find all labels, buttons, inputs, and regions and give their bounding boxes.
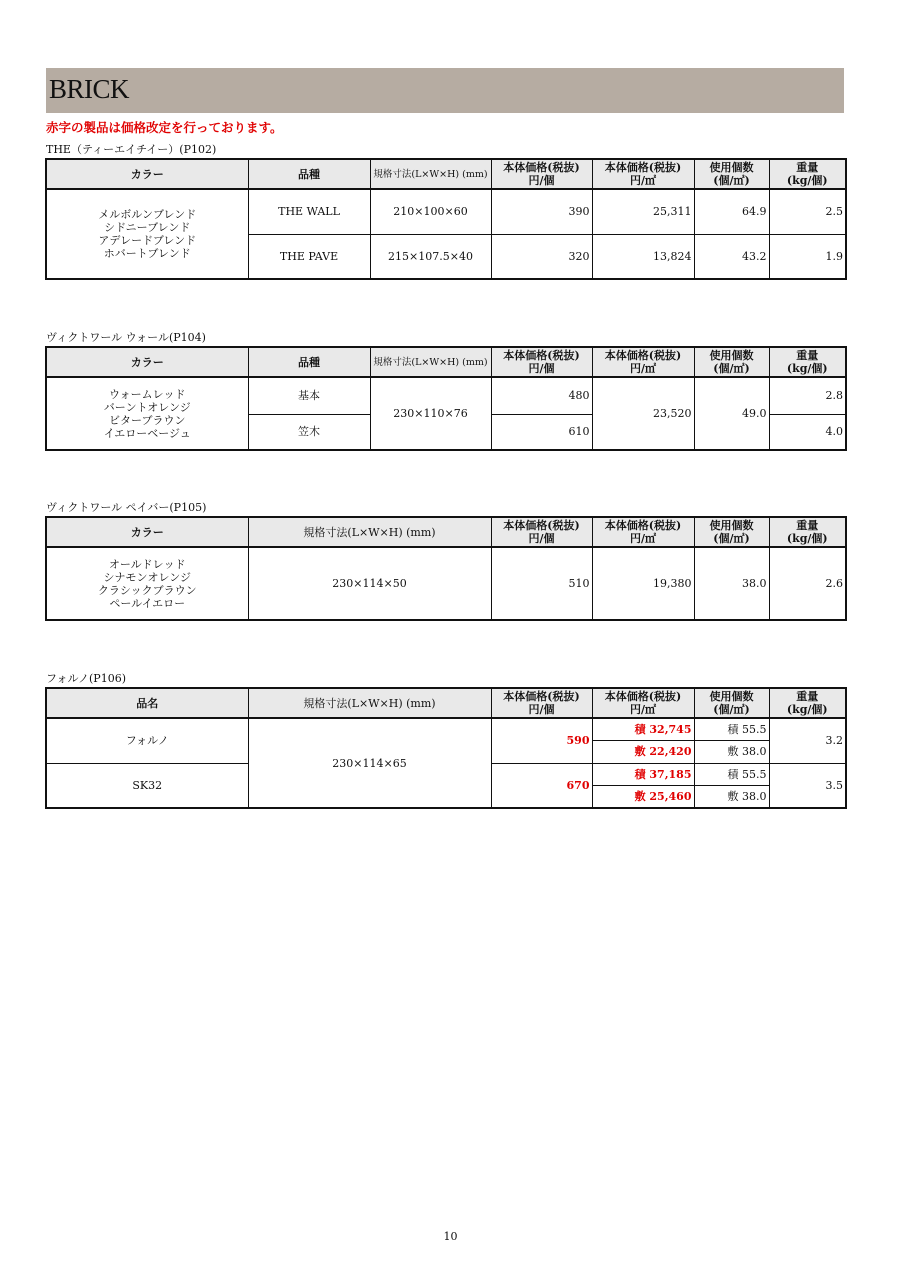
table-row (46, 189, 846, 234)
header-size: 規格寸法(L×W×H) (mm) (370, 347, 491, 377)
table-row (46, 547, 846, 620)
size-cell: 215×107.5×40 (370, 234, 491, 279)
section-title-the: THE（ティーエイチイー）(P102) (46, 143, 217, 156)
usage-cell: 38.0 (694, 547, 769, 620)
page-number: 10 (443, 1230, 458, 1243)
section-title-wall: ヴィクトワール ウォール(P104) (46, 331, 206, 344)
weight-cell: 3.2 (769, 718, 846, 763)
price-piece-cell: 480 (491, 377, 592, 414)
header-price-piece: 本体価格(税抜) 円/個 (491, 688, 592, 718)
table-header (46, 347, 846, 377)
weight-cell: 2.5 (769, 189, 846, 234)
header-price-m2: 本体価格(税抜) 円/㎡ (592, 159, 694, 189)
section-title-paver: ヴィクトワール ペイバー(P105) (46, 501, 207, 514)
size-cell: 230×110×76 (370, 377, 491, 450)
price-m2-cell: 敷 25,460 (592, 785, 694, 808)
price-piece-cell: 390 (491, 189, 592, 234)
header-weight: 重量 (kg/個) (769, 347, 846, 377)
table-the (45, 158, 847, 280)
header-kind: 品種 (248, 347, 370, 377)
section-banner (46, 68, 844, 113)
usage-cell: 敷 38.0 (694, 785, 769, 808)
price-m2-cell: 19,380 (592, 547, 694, 620)
weight-cell: 1.9 (769, 234, 846, 279)
price-piece-cell: 670 (491, 763, 592, 808)
price-piece-cell: 510 (491, 547, 592, 620)
table-wall (45, 346, 847, 451)
header-price-piece: 本体価格(税抜) 円/個 (491, 517, 592, 547)
header-price-piece: 本体価格(税抜) 円/個 (491, 159, 592, 189)
header-kind: 品種 (248, 159, 370, 189)
price-piece-cell: 320 (491, 234, 592, 279)
weight-cell: 2.8 (769, 377, 846, 414)
size-cell: 210×100×60 (370, 189, 491, 234)
banner-title: BRICK (49, 74, 130, 104)
size-cell: 230×114×50 (248, 547, 491, 620)
color-list: ウォームレッド バーントオレンジ ビターブラウン イエローベージュ (46, 377, 248, 450)
header-weight: 重量 (kg/個) (769, 517, 846, 547)
header-price-m2: 本体価格(税抜) 円/㎡ (592, 347, 694, 377)
usage-cell: 64.9 (694, 189, 769, 234)
price-m2-cell: 積 37,185 (592, 763, 694, 785)
header-color: カラー (46, 159, 248, 189)
section-title-forno: フォルノ(P106) (46, 672, 126, 685)
color-list: オールドレッド シナモンオレンジ クラシックブラウン ペールイエロー (46, 547, 248, 620)
price-m2-cell: 積 32,745 (592, 718, 694, 740)
header-weight: 重量 (kg/個) (769, 688, 846, 718)
table-header (46, 159, 846, 189)
kind-cell: THE PAVE (248, 234, 370, 279)
table-forno (45, 687, 847, 809)
weight-cell: 2.6 (769, 547, 846, 620)
product-name-cell: フォルノ (46, 718, 248, 763)
price-revision-notice: 赤字の製品は価格改定を行っております。 (46, 120, 283, 135)
header-usage: 使用個数 (個/㎡) (694, 517, 769, 547)
header-price-m2: 本体価格(税抜) 円/㎡ (592, 517, 694, 547)
kind-cell: 笠木 (248, 414, 370, 450)
weight-cell: 4.0 (769, 414, 846, 450)
header-price-m2: 本体価格(税抜) 円/㎡ (592, 688, 694, 718)
header-size: 規格寸法(L×W×H) (mm) (248, 688, 491, 718)
table-paver (45, 516, 847, 621)
header-color: カラー (46, 517, 248, 547)
color-list: メルボルンブレンド シドニーブレンド アデレードブレンド ホバートブレンド (46, 189, 248, 279)
usage-cell: 積 55.5 (694, 718, 769, 740)
table-row (46, 377, 846, 414)
header-size: 規格寸法(L×W×H) (mm) (370, 159, 491, 189)
usage-cell: 敷 38.0 (694, 740, 769, 763)
table-row (46, 718, 846, 740)
usage-cell: 積 55.5 (694, 763, 769, 785)
header-price-piece: 本体価格(税抜) 円/個 (491, 347, 592, 377)
price-m2-cell: 23,520 (592, 377, 694, 450)
size-cell: 230×114×65 (248, 718, 491, 808)
kind-cell: 基本 (248, 377, 370, 414)
header-name: 品名 (46, 688, 248, 718)
price-piece-cell: 590 (491, 718, 592, 763)
header-size: 規格寸法(L×W×H) (mm) (248, 517, 491, 547)
price-piece-cell: 610 (491, 414, 592, 450)
price-m2-cell: 13,824 (592, 234, 694, 279)
usage-cell: 49.0 (694, 377, 769, 450)
table-header (46, 517, 846, 547)
header-weight: 重量 (kg/個) (769, 159, 846, 189)
kind-cell: THE WALL (248, 189, 370, 234)
usage-cell: 43.2 (694, 234, 769, 279)
table-header (46, 688, 846, 718)
price-m2-cell: 敷 22,420 (592, 740, 694, 763)
header-usage: 使用個数 (個/㎡) (694, 347, 769, 377)
price-m2-cell: 25,311 (592, 189, 694, 234)
header-usage: 使用個数 (個/㎡) (694, 159, 769, 189)
header-usage: 使用個数 (個/㎡) (694, 688, 769, 718)
weight-cell: 3.5 (769, 763, 846, 808)
product-name-cell: SK32 (46, 763, 248, 808)
header-color: カラー (46, 347, 248, 377)
